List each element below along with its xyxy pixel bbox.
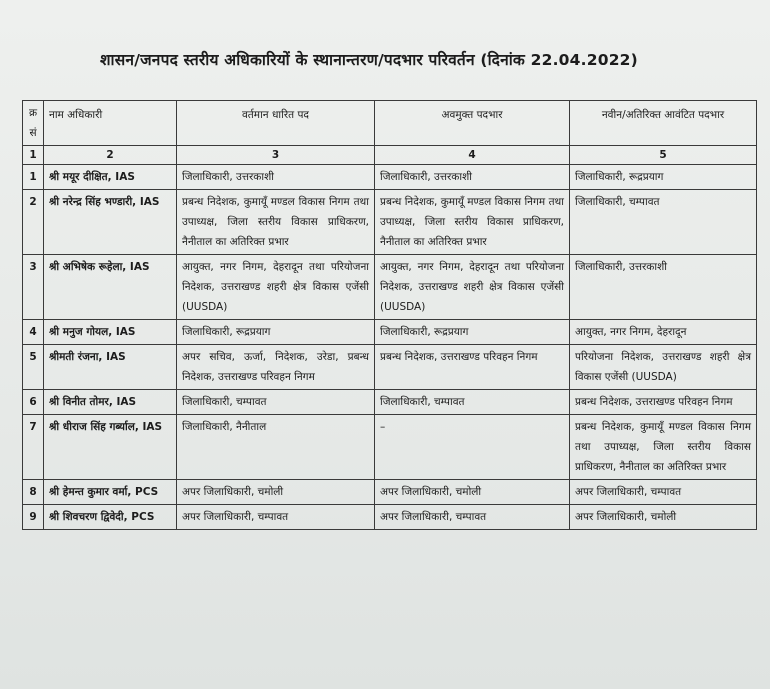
relieved-charge: –	[375, 415, 570, 480]
current-post: जिलाधिकारी, नैनीताल	[177, 415, 375, 480]
current-post: अपर जिलाधिकारी, चम्पावत	[177, 505, 375, 530]
new-charge: जिलाधिकारी, चम्पावत	[570, 190, 757, 255]
current-post: जिलाधिकारी, उत्तरकाशी	[177, 165, 375, 190]
current-post: जिलाधिकारी, चम्पावत	[177, 390, 375, 415]
new-charge: अपर जिलाधिकारी, चम्पावत	[570, 480, 757, 505]
current-post: प्रबन्ध निदेशक, कुमायूँ मण्डल विकास निगम तथा उपाध्यक्ष, जिला स्तरीय विकास प्राधिकरण, नैनीताल का अतिरिक्त प्रभार	[177, 190, 375, 255]
table-row	[23, 190, 757, 255]
officer-name: श्री मयूर दीक्षित, IAS	[44, 165, 177, 190]
column-number: 3	[177, 146, 375, 165]
relieved-charge: अपर जिलाधिकारी, चमोली	[375, 480, 570, 505]
column-number: 4	[375, 146, 570, 165]
new-charge: परियोजना निदेशक, उत्तराखण्ड शहरी क्षेत्र विकास एजेंसी (UUSDA)	[570, 345, 757, 390]
column-number: 2	[44, 146, 177, 165]
officer-name: श्री धीराज सिंह गर्ब्याल, IAS	[44, 415, 177, 480]
header-new-charge: नवीन/अतिरिक्त आवंटित पदभार	[570, 101, 757, 146]
relieved-charge: जिलाधिकारी, रूद्रप्रयाग	[375, 320, 570, 345]
relieved-charge: जिलाधिकारी, चम्पावत	[375, 390, 570, 415]
row-sno: 5	[23, 345, 44, 390]
header-current-post: वर्तमान धारित पद	[177, 101, 375, 146]
relieved-charge: जिलाधिकारी, उत्तरकाशी	[375, 165, 570, 190]
officer-name: श्री अभिषेक रूहेला, IAS	[44, 255, 177, 320]
officer-name: श्री विनीत तोमर, IAS	[44, 390, 177, 415]
table-row	[23, 505, 757, 530]
row-sno: 3	[23, 255, 44, 320]
table-row	[23, 320, 757, 345]
row-sno: 1	[23, 165, 44, 190]
officer-name: श्रीमती रंजना, IAS	[44, 345, 177, 390]
header-name: नाम अधिकारी	[44, 101, 177, 146]
table-row	[23, 165, 757, 190]
column-number: 5	[570, 146, 757, 165]
table-row	[23, 415, 757, 480]
officer-name: श्री मनुज गोयल, IAS	[44, 320, 177, 345]
relieved-charge: अपर जिलाधिकारी, चम्पावत	[375, 505, 570, 530]
officer-name: श्री हेमन्त कुमार वर्मा, PCS	[44, 480, 177, 505]
new-charge: अपर जिलाधिकारी, चमोली	[570, 505, 757, 530]
table-row	[23, 255, 757, 320]
table-row	[23, 480, 757, 505]
table-header-row	[23, 101, 757, 146]
current-post: अपर सचिव, ऊर्जा, निदेशक, उरेडा, प्रबन्ध निदेशक, उत्तराखण्ड परिवहन निगम	[177, 345, 375, 390]
table-row	[23, 345, 757, 390]
relieved-charge: आयुक्त, नगर निगम, देहरादून तथा परियोजना निदेशक, उत्तराखण्ड शहरी क्षेत्र विकास एजेंसी (UUSDA)	[375, 255, 570, 320]
relieved-charge: प्रबन्ध निदेशक, उत्तराखण्ड परिवहन निगम	[375, 345, 570, 390]
current-post: आयुक्त, नगर निगम, देहरादून तथा परियोजना निदेशक, उत्तराखण्ड शहरी क्षेत्र विकास एजेंसी (UUSDA)	[177, 255, 375, 320]
new-charge: प्रबन्ध निदेशक, कुमायूँ मण्डल विकास निगम तथा उपाध्यक्ष, जिला स्तरीय विकास प्राधिकरण, नैनीताल का अतिरिक्त प्रभार	[570, 415, 757, 480]
header-relieved-charge: अवमुक्त पदभार	[375, 101, 570, 146]
relieved-charge: प्रबन्ध निदेशक, कुमायूँ मण्डल विकास निगम तथा उपाध्यक्ष, जिला स्तरीय विकास प्राधिकरण, नैनीताल का अतिरिक्त प्रभार	[375, 190, 570, 255]
new-charge: प्रबन्ध निदेशक, उत्तराखण्ड परिवहन निगम	[570, 390, 757, 415]
row-sno: 4	[23, 320, 44, 345]
column-number-row	[23, 146, 757, 165]
officer-name: श्री नरेन्द्र सिंह भण्डारी, IAS	[44, 190, 177, 255]
officer-name: श्री शिवचरण द्विवेदी, PCS	[44, 505, 177, 530]
header-sno: क्र सं	[23, 101, 44, 146]
table-body	[23, 165, 757, 530]
row-sno: 7	[23, 415, 44, 480]
row-sno: 9	[23, 505, 44, 530]
document-title: शासन/जनपद स्तरीय अधिकारियों के स्थानान्तरण/पदभार परिवर्तन (दिनांक 22.04.2022)	[100, 51, 638, 69]
current-post: अपर जिलाधिकारी, चमोली	[177, 480, 375, 505]
row-sno: 6	[23, 390, 44, 415]
row-sno: 2	[23, 190, 44, 255]
new-charge: आयुक्त, नगर निगम, देहरादून	[570, 320, 757, 345]
new-charge: जिलाधिकारी, रूद्रप्रयाग	[570, 165, 757, 190]
new-charge: जिलाधिकारी, उत्तरकाशी	[570, 255, 757, 320]
row-sno: 8	[23, 480, 44, 505]
current-post: जिलाधिकारी, रूद्रप्रयाग	[177, 320, 375, 345]
transfer-table	[22, 100, 757, 530]
table-row	[23, 390, 757, 415]
column-number: 1	[23, 146, 44, 165]
